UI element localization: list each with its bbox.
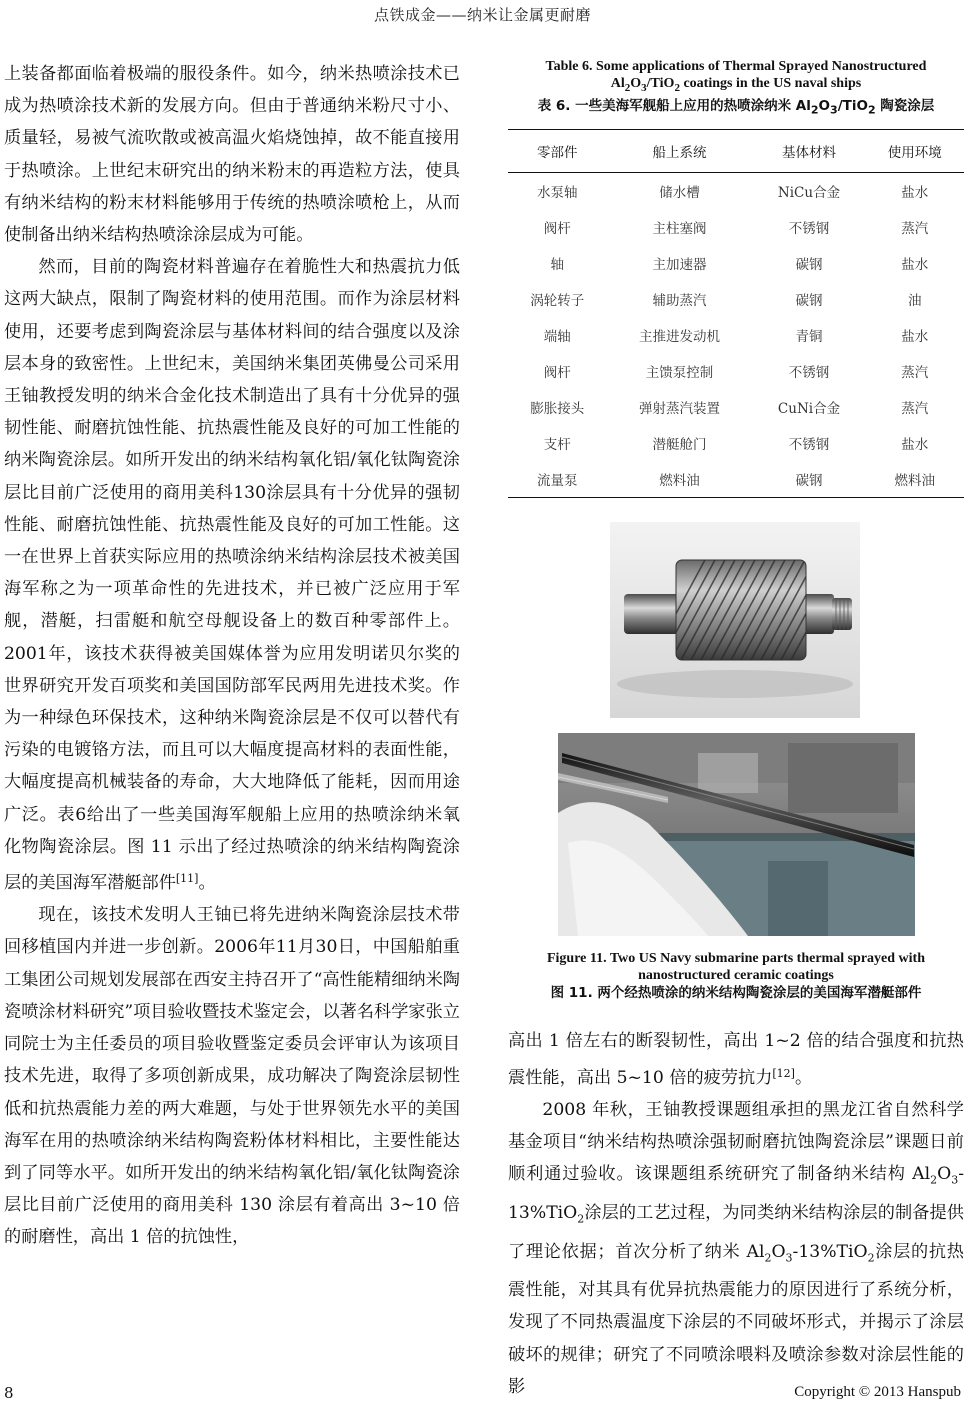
table-cell: 不锈钢	[788, 221, 830, 238]
body-paragraph-2-text: 然而，目前的陶瓷材料普遍存在着脆性大和热震抗力低这两大缺点，限制了陶瓷材料的使用范围。而作为涂层材料使用，还要考虑到陶瓷涂层与基体材料间的结合强度以及涂层本身的致密性。上世纪末，美国纳米集团英佛曼公司采用王铀教授发明的纳米合金化技术制造出了具有十分优异的强韧性能、耐磨抗蚀性能、抗热震性能及良好的可加工性能的纳米陶瓷涂层。如所开发出的纳米结构氧化铝/氧化钛陶瓷涂层比目前广泛使用的商用美科130涂层具有十分优异的强韧性能、耐磨抗蚀性能、抗热震性能及良好的可加工性能。这一在世界上首获实际应用的热喷涂纳米结构涂层技术被美国海军称之为一项革命性的先进技术，并已被广泛应用于军舰，潜艇，扫雷艇和航空母舰设备上的数百种零部件上。2001年，该技术获得被美国媒体誉为应用发明诺贝尔奖的世界研究开发百项奖和美国国防部军民两用先进技术奖。作为一种绿色环保技术，这种纳米陶瓷涂层是不仅可以替代有污染的电镀铬方法，而且可以大幅度提高材料的表面性能，大幅度提高机械装备的寿命，大大地降低了能耗，因而用途广泛。表6给出了一些美国海军舰船上应用的热喷涂纳米氧化物陶瓷涂层。图 11 示出了经过热喷涂的纳米结构陶瓷涂层的美国海军潜艇部件	[4, 257, 460, 894]
table-6-caption-en	[508, 58, 964, 97]
right-paragraph-2	[508, 1094, 964, 1403]
table-cell: 盐水	[901, 437, 929, 454]
table-cell: 主推进发动机	[639, 329, 721, 346]
figure-11-caption-zh: 图 11. 两个经热喷涂的纳米结构陶瓷涂层的美国海军潜艇部件	[550, 985, 922, 1002]
caption-zh-part: 陶瓷涂层	[875, 97, 935, 114]
table-cell: 主加速器	[652, 257, 707, 274]
table-cell: 盐水	[901, 329, 929, 346]
copyright-notice: Copyright © 2013 Hanspub	[794, 1384, 961, 1400]
table-cell: 水泵轴	[537, 185, 578, 202]
table-cell: 碳钢	[795, 293, 823, 310]
formula-sub: 2	[577, 1212, 585, 1226]
table-cell: NiCu合金	[777, 185, 841, 202]
running-header: 点铁成金——纳米让金属更耐磨	[373, 6, 591, 24]
caption-en-part: coatings in the US naval ships	[679, 76, 862, 91]
caption-en-part: O	[630, 76, 642, 91]
table-6	[508, 129, 964, 498]
paragraph-text: 涂层的抗热震性能，对其具有优异抗热震能力的原因进行了系统分析，发现了不同热震温度下涂层的不同破坏形式，并揭示了涂层破坏的规律；研究了不同喷涂喂料及喷涂参数对涂层性能的影	[508, 1241, 964, 1397]
body-paragraph-2	[4, 251, 460, 899]
table-cell: 支杆	[543, 437, 571, 454]
body-paragraph-3: 现在，该技术发明人王铀已将先进纳米陶瓷涂层技术带回移植国内并进一步创新。2006年11月30日，中国船舶重工集团公司规划发展部在西安主持召开了“高性能精细纳米陶瓷喷涂材料研究”项目验收暨技术鉴定会，以著名科学家张立同院士为主任委员的项目验收暨鉴定委员会评审认为该项目技术先进，取得了多项创新成果，成功解决了陶瓷涂层韧性低和抗热震能力差的两大难题，与处于世界领先水平的美国海军在用的热喷涂纳米结构陶瓷粉体材料相比，主要性能达到了同等水平。如所开发出的纳米结构氧化铝/氧化钛陶瓷涂层比目前广泛使用的商用美科 130 涂层有着高出 3~10 倍的耐磨性，高出 1 倍的抗蚀性，	[4, 905, 460, 1248]
table-row	[508, 461, 964, 498]
table-cell: 弹射蒸汽装置	[639, 401, 721, 418]
table-cell: 青铜	[795, 329, 823, 346]
caption-zh-part: O	[818, 97, 831, 114]
table-cell: 辅助蒸汽	[652, 293, 707, 310]
table-cell: 燃料油	[865, 461, 964, 498]
caption-en-sub: 2	[624, 81, 631, 94]
table-row	[508, 389, 964, 425]
table-cell: 碳钢	[753, 461, 866, 498]
caption-en-part: Al	[610, 76, 625, 91]
table-6-caption-zh	[508, 97, 964, 120]
left-column	[4, 58, 460, 1254]
paragraph-text: -13%TiO	[792, 1241, 868, 1262]
table-cell: 端轴	[543, 329, 571, 346]
table-row	[508, 425, 964, 461]
formula-sub: 3	[785, 1251, 793, 1265]
table-cell: 流量泵	[508, 461, 607, 498]
table-cell: 膨胀接头	[530, 401, 585, 418]
right-column	[508, 58, 964, 1403]
table-cell: 潜艇舱门	[652, 437, 707, 454]
caption-en-sub: 2	[674, 81, 680, 94]
table-cell: 盐水	[901, 185, 929, 202]
figure-11-caption-en	[508, 950, 964, 984]
formula-sub: 2	[930, 1173, 938, 1187]
table-row	[508, 353, 964, 389]
citation-12[interactable]: [12]	[772, 1066, 795, 1080]
table-6-caption-en-line-1: Table 6. Some applications of Thermal Sprayed Nanostructured	[545, 59, 927, 74]
body-paragraph-1: 上装备都面临着极端的服役条件。如今，纳米热喷涂技术已成为热喷涂技术新的发展方向。但由于普通纳米粉尺寸小、质量轻，易被气流吹散或被高温火焰烧蚀掉，故不能直接用于热喷涂。上世纪末研究出的纳米粉末的再造粒方法，使具有纳米结构的粉末材料能够用于传统的热喷涂喷枪上，从而使制备出纳米结构热喷涂涂层成为可能。	[4, 64, 460, 246]
column-header-substrate: 基体材料	[753, 130, 866, 173]
table-cell: 不锈钢	[788, 437, 830, 454]
table-cell: 阀杆	[543, 221, 571, 238]
table-cell: 主柱塞阀	[652, 221, 707, 238]
figure-11-area	[508, 522, 964, 936]
table-cell: 蒸汽	[901, 401, 929, 418]
column-header-system: 船上系统	[607, 130, 753, 173]
paragraph-text: O	[771, 1241, 786, 1262]
right-paragraph-1-end: 。	[794, 1067, 813, 1088]
table-cell: 油	[907, 293, 922, 310]
paragraph-text: 涂层的工艺过程，为同类纳米结构涂层的制备提供了理论依据；首次分析了纳米 Al	[508, 1202, 964, 1262]
table-row	[508, 281, 964, 317]
table-cell: 燃料油	[607, 461, 753, 498]
right-paragraph-1	[508, 1025, 964, 1093]
table-cell: 蒸汽	[901, 221, 929, 238]
paragraph-text: -13%TiO	[508, 1164, 964, 1223]
table-cell: 阀杆	[543, 365, 571, 382]
table-cell: 碳钢	[795, 257, 823, 274]
formula-sub: 3	[951, 1173, 959, 1187]
caption-zh-sub: 3	[830, 103, 838, 117]
page-number: 8	[4, 1384, 14, 1402]
table-cell: 不锈钢	[788, 365, 830, 382]
submarine-part-photo	[558, 733, 915, 936]
citation-11[interactable]: [11]	[175, 872, 199, 886]
caption-en-sub: 3	[641, 81, 647, 94]
table-cell: 轴	[550, 257, 565, 274]
table-cell: 主馈泵控制	[645, 365, 714, 382]
table-cell: 蒸汽	[901, 365, 929, 382]
right-paragraph-1-text: 高出 1 倍左右的断裂韧性，高出 1~2 倍的结合强度和抗热震性能，高出 5~10 倍的疲劳抗力	[508, 1031, 964, 1088]
formula-sub: 2	[764, 1251, 772, 1265]
caption-zh-sub: 2	[810, 103, 819, 117]
column-header-part: 零部件	[508, 130, 607, 173]
paragraph-text: 2008 年秋，王铀教授课题组承担的黑龙江省自然科学基金项目“纳米结构热喷涂强韧耐磨抗蚀陶瓷涂层”课题日前顺利通过验收。该课题组系统研究了制备纳米结构 Al	[508, 1099, 964, 1185]
caption-zh-sub: 2	[867, 103, 876, 117]
table-cell: CuNi合金	[777, 401, 841, 418]
table-cell: 涡轮转子	[530, 293, 585, 310]
table-row	[508, 245, 964, 281]
figure-11-caption-en-line-2: nanostructured ceramic coatings	[638, 968, 834, 984]
caption-zh-part: /TiO	[837, 97, 868, 114]
rotor-shaft-illustration	[610, 522, 860, 718]
table-header-row	[508, 130, 964, 173]
table-cell: 盐水	[901, 257, 929, 274]
table-row	[508, 209, 964, 245]
figure-11-caption	[508, 950, 964, 1003]
formula-sub: 2	[867, 1251, 875, 1265]
rotor-shaft-photo	[610, 522, 860, 718]
figure-11-caption-en-line-1: Figure 11. Two US Navy submarine parts thermal sprayed with	[546, 951, 925, 967]
caption-zh-part: 表 6. 一些美海军舰船上应用的热喷涂纳米 Al	[537, 97, 811, 114]
column-header-environment: 使用环境	[865, 130, 964, 173]
paragraph-text: O	[937, 1164, 952, 1185]
caption-en-part: /TiO	[646, 76, 675, 91]
table-cell: 储水槽	[659, 185, 700, 202]
table-row	[508, 173, 964, 210]
table-row	[508, 317, 964, 353]
submarine-part-illustration	[558, 733, 915, 936]
body-paragraph-2-end: 。	[198, 873, 216, 894]
